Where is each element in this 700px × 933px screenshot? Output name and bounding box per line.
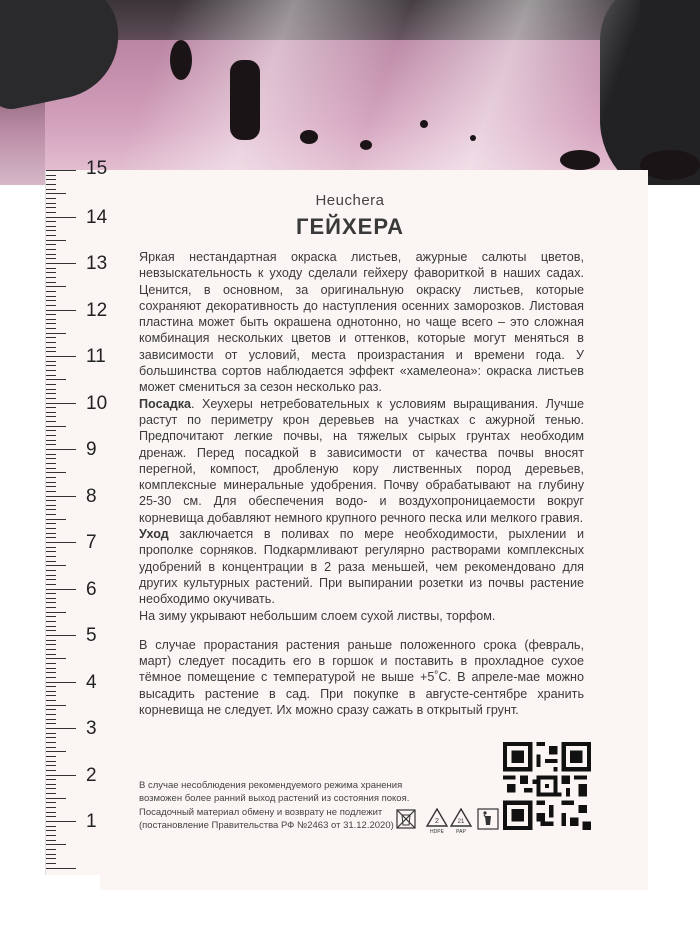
storage-note-line: (постановление Правительства РФ №2463 от 31.12.2020) [139, 819, 394, 831]
ruler-tick [46, 775, 76, 776]
ruler-tick [46, 723, 56, 724]
ruler-tick [46, 714, 56, 715]
planting-text: . Хеухеры нетребовательных к условиям выращивания. Лучше растут по периметру крон деревьев на участках с ажурной тенью. Предпочитают легкие почвы, на тяжелых сырых грунтах необходим дренаж. Перед посадкой в зависимости от качества почвы вносят перегной, компост, дробленую кору лиственных пород деревьев, комплексные минеральные удобрения. Почву обрабатывают на глубину 25-30 см. Для обеспечения водо- и воздухопроницаемости вокруг корневища добавляют немного крупного речного песка или мелкого гравия. [139, 396, 584, 525]
ruler-tick [46, 296, 56, 297]
ruler-number: 7 [86, 532, 97, 553]
intro-paragraph: Яркая нестандартная окраска листьев, ажурные салюты цветов, невзыскательность к уходу сделали гейхеру фавориткой в наших садах. Ценится, в основном, за оригинальную окраску листьев, которые сохраняют декоративность до наступления осенних заморозков. Листовая пластина может быть окрашена однотонно, но чаще всего – это сложная комбинация нескольких цветов и оттенков, которые могут меняться в зависимости от условий, места произрастания и времени года. У большинства сортов наблюдается эффект «хамелеона»: окраска листьев может смениться за сезон несколько раз. [139, 250, 584, 395]
bin-icon [476, 807, 500, 831]
ruler-tick [46, 189, 56, 190]
soil-clump [560, 150, 600, 170]
ruler-tick [46, 826, 56, 827]
ruler-number: 13 [86, 253, 108, 274]
ruler-tick [46, 454, 56, 455]
ruler-tick [46, 477, 56, 478]
svg-text:2: 2 [435, 818, 439, 825]
ruler-tick [46, 570, 56, 571]
ruler-tick [46, 421, 56, 422]
ruler-tick [46, 323, 56, 324]
ruler-tick [46, 528, 56, 529]
ruler-tick [46, 747, 56, 748]
ruler-tick [46, 310, 76, 311]
latin-name: Heuchera [315, 192, 385, 209]
ruler-tick [46, 854, 56, 855]
ruler-tick [46, 709, 56, 710]
ruler-tick [46, 305, 56, 306]
ruler-tick [46, 361, 56, 362]
ruler-tick [46, 458, 56, 459]
ruler-tick [46, 314, 56, 315]
ruler-tick [46, 244, 56, 245]
plant-title: ГЕЙХЕРА [296, 214, 404, 239]
ruler-tick [46, 435, 56, 436]
ruler-number: 5 [86, 625, 97, 646]
ruler-tick [46, 537, 56, 538]
soil-clump [470, 135, 476, 141]
ruler-tick [46, 556, 56, 557]
ruler-tick [46, 533, 56, 534]
ruler-tick [46, 430, 56, 431]
ruler-tick [46, 742, 56, 743]
ruler-tick [46, 793, 56, 794]
ruler-tick [46, 337, 56, 338]
ruler-tick [46, 407, 56, 408]
ruler-tick [46, 500, 56, 501]
ruler-tick [46, 342, 56, 343]
ruler-tick [46, 272, 56, 273]
ruler-tick [46, 807, 56, 808]
ruler-number: 3 [86, 718, 97, 739]
ruler-tick [46, 616, 56, 617]
ruler-tick [46, 658, 66, 659]
ruler-tick [46, 621, 56, 622]
ruler-tick [46, 663, 56, 664]
ruler-tick [46, 677, 56, 678]
recycle-pap-icon [449, 807, 473, 835]
recycle-pap-label: PAP [456, 829, 466, 835]
care-text: заключается в поливах по мере необходимости, рыхлении и прополке сорняков. Подкармливают регулярно растворами комплексных удобрений в концентрации в 2 раза меньшей, чем рекомендовано для других культурных растений. При выпирании розетки из почвы растение необходимо окучивать. [139, 527, 584, 607]
ruler-number: 6 [86, 578, 97, 600]
ruler-number: 1 [86, 811, 97, 832]
ruler-tick [46, 751, 66, 752]
ruler-tick [46, 319, 56, 320]
ruler-tick [46, 351, 56, 352]
ruler-tick [46, 426, 66, 427]
ruler-tick [46, 761, 56, 762]
ruler-tick [46, 858, 56, 859]
ruler-tick [46, 830, 56, 831]
ruler-tick [46, 756, 56, 757]
ruler-tick [46, 598, 56, 599]
ruler-tick [46, 384, 56, 385]
ruler-number: 11 [86, 346, 106, 367]
ruler-tick [46, 649, 56, 650]
ruler-tick [46, 542, 76, 543]
ruler-tick [46, 816, 56, 817]
ruler-tick [46, 668, 56, 669]
ruler-tick [46, 282, 56, 283]
ruler-tick [46, 258, 56, 259]
ruler-tick [46, 626, 56, 627]
soil-clump [170, 40, 192, 80]
ruler-tick [46, 593, 56, 594]
ruler-tick [46, 509, 56, 510]
storage-note-line: Посадочный материал обмену и возврату не подлежит [139, 806, 383, 818]
ruler-tick [46, 788, 56, 789]
ruler-tick [46, 523, 56, 524]
ruler-tick [46, 737, 56, 738]
ruler-tick [46, 393, 56, 394]
ruler-tick [46, 640, 56, 641]
ruler-tick [46, 263, 76, 264]
ruler-tick [46, 835, 56, 836]
ruler-tick [46, 695, 56, 696]
soil-clump [230, 60, 260, 140]
ruler-tick [46, 700, 56, 701]
ruler-tick [46, 300, 56, 301]
ruler-tick [46, 482, 56, 483]
ruler-tick [46, 644, 56, 645]
ruler-tick [46, 798, 66, 799]
ruler-tick [46, 821, 76, 822]
ruler-tick [46, 812, 56, 813]
ruler-tick [46, 254, 56, 255]
ruler-tick [46, 472, 66, 473]
ruler-tick [46, 844, 66, 845]
ruler-tick [46, 365, 56, 366]
soil-clump [360, 140, 372, 150]
ruler-tick [46, 389, 56, 390]
ruler-tick [46, 770, 56, 771]
ruler-tick [46, 375, 56, 376]
ruler-tick [46, 398, 56, 399]
ruler-tick [46, 654, 56, 655]
ruler-tick [46, 863, 56, 864]
ruler-number: 12 [86, 299, 108, 321]
sprouting-paragraph: В случае прорастания растения раньше положенного срока (февраль, март) следует посадить его в горшок и поставить в прохладное сухое тёмное помещение с температурой не выше +5˚С. В апреле-мае можно высадить растение в сад. При покупке в августе-сентябре хранить корневища не следует. Их можно сразу сажать в открытый грунт. [139, 637, 584, 718]
ruler-tick [46, 868, 76, 869]
ruler-tick [46, 779, 56, 780]
ruler-tick [46, 561, 56, 562]
ruler-tick [46, 496, 76, 497]
ruler-tick [46, 565, 66, 566]
care-label: Уход [139, 527, 169, 542]
storage-note [139, 779, 410, 832]
ruler-tick [46, 519, 66, 520]
svg-text:21: 21 [457, 819, 465, 825]
winter-paragraph: На зиму укрывают небольшим слоем сухой листвы, торфом. [139, 608, 496, 623]
ruler-tick [46, 635, 76, 636]
plastic-sheen [120, 0, 640, 180]
ruler-tick [46, 249, 56, 250]
ruler-tick [46, 444, 56, 445]
ruler-tick [46, 449, 76, 450]
ruler-tick [46, 765, 56, 766]
ruler-tick [46, 416, 56, 417]
ruler-tick [46, 356, 76, 357]
ruler-tick [46, 505, 56, 506]
planting-label: Посадка [139, 396, 192, 411]
ruler-tick [46, 672, 56, 673]
ruler-number: 9 [86, 439, 97, 460]
no-dispose-icon [394, 807, 418, 831]
ruler-tick [46, 328, 56, 329]
ruler-tick [46, 612, 66, 613]
ruler-tick [46, 547, 56, 548]
ruler-tick [46, 607, 56, 608]
description-text [139, 249, 584, 718]
ruler-tick [46, 705, 66, 706]
ruler-tick [46, 440, 56, 441]
ruler-tick [46, 277, 56, 278]
ruler-tick [46, 514, 56, 515]
ruler-tick [46, 579, 56, 580]
ruler-tick [46, 268, 56, 269]
ruler-number: 2 [86, 764, 97, 786]
ruler-number: 8 [86, 485, 97, 507]
ruler-tick [46, 602, 56, 603]
ruler-tick [46, 412, 56, 413]
soil-clump [300, 130, 318, 144]
qr-code [503, 742, 591, 830]
ruler-tick [46, 733, 56, 734]
ruler-tick [46, 575, 56, 576]
ruler-tick [46, 840, 56, 841]
ruler-tick [46, 486, 56, 487]
care-paragraph [139, 526, 584, 607]
ruler-number: 14 [86, 206, 108, 228]
ruler-tick [46, 802, 56, 803]
recycle-hdpe-label: HDPE [430, 829, 444, 835]
ruler-tick [46, 468, 56, 469]
ruler-tick [46, 179, 56, 180]
ruler-tick [46, 686, 56, 687]
ruler-tick [46, 175, 56, 176]
ruler-tick [46, 630, 56, 631]
ruler-number: 15 [86, 158, 108, 179]
ruler-tick [46, 682, 76, 683]
ruler-tick [46, 184, 56, 185]
storage-note-line: В случае несоблюдения рекомендуемого режима хранения [139, 780, 403, 791]
ruler-tick [46, 370, 56, 371]
ruler-tick [46, 784, 56, 785]
ruler-number: 4 [86, 671, 97, 693]
ruler-tick [46, 403, 76, 404]
ruler-tick [46, 212, 56, 213]
storage-note-line: возможен более ранний выход растений из состояния покоя. [139, 793, 410, 805]
ruler-tick [46, 170, 76, 171]
ruler-tick [46, 551, 56, 552]
ruler-tick [46, 584, 56, 585]
ruler-tick [46, 849, 56, 850]
ruler-number: 10 [86, 392, 108, 414]
planting-paragraph [139, 396, 584, 526]
ruler-tick [46, 347, 56, 348]
ruler-tick [46, 463, 56, 464]
recycle-hdpe-icon [425, 807, 449, 835]
ruler-tick [46, 728, 76, 729]
ruler-tick [46, 691, 56, 692]
soil-clump [640, 150, 700, 180]
ruler-tick [46, 286, 66, 287]
ruler-tick [46, 589, 76, 590]
ruler-tick [46, 333, 66, 334]
ruler-tick [46, 719, 56, 720]
ruler [45, 158, 108, 875]
ruler-tick [46, 491, 56, 492]
ruler-tick [46, 291, 56, 292]
ruler-tick [46, 379, 66, 380]
soil-clump [420, 120, 428, 128]
